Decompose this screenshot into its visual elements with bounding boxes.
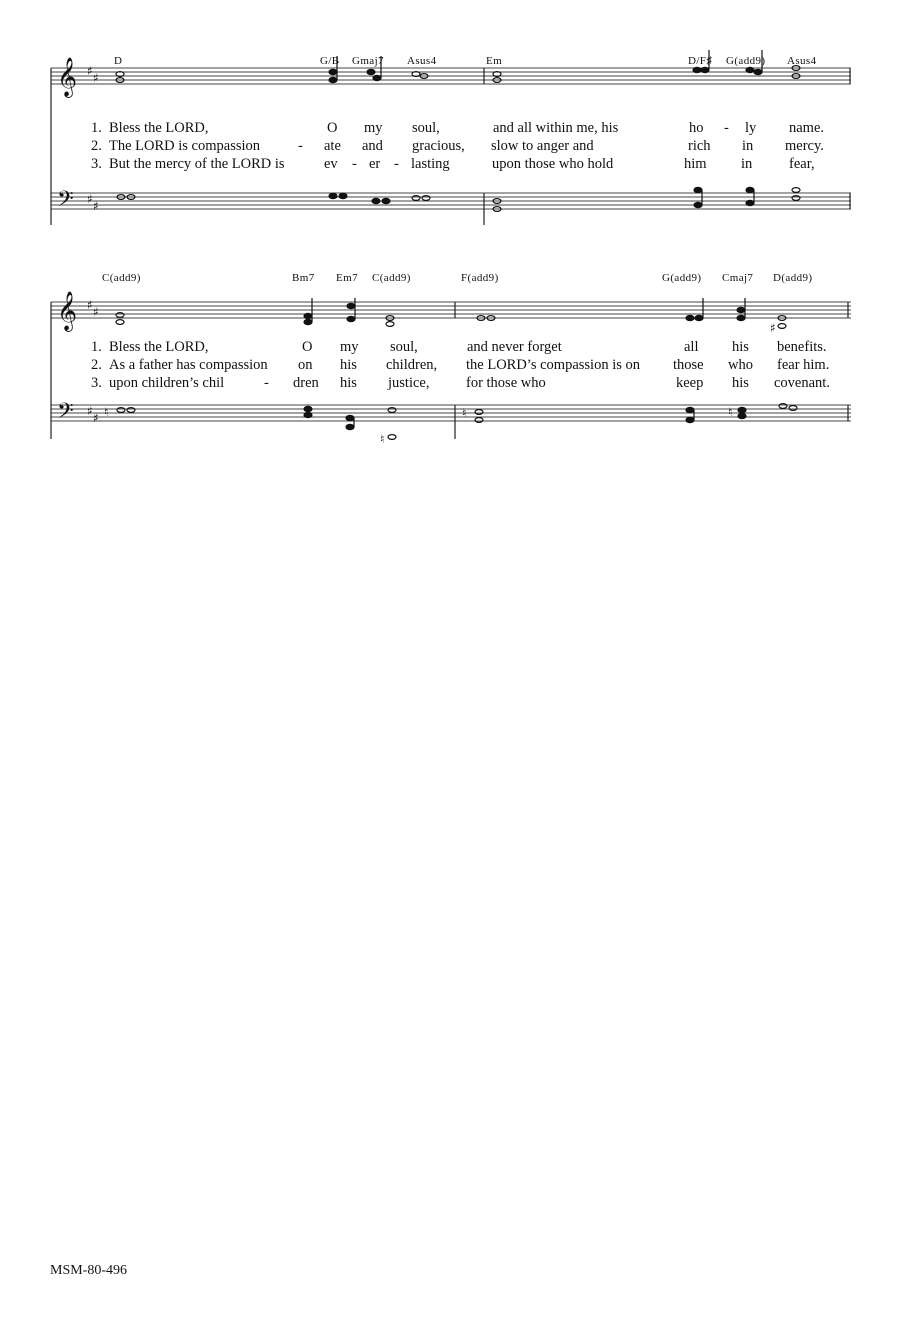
svg-text:♮: ♮	[728, 405, 733, 419]
lyric-syllable: As a father has compassion	[109, 357, 268, 373]
system2-treble-staff	[51, 302, 851, 318]
lyric-syllable: justice,	[388, 375, 430, 391]
lyric-syllable: him	[684, 156, 707, 172]
lyric-syllable: ev	[324, 156, 338, 172]
catalog-number: MSM-80-496	[50, 1263, 128, 1278]
lyric-syllable: ly	[745, 120, 757, 136]
lyric-syllable: slow to anger and	[491, 138, 594, 154]
verse-number: 1.	[91, 120, 102, 136]
lyric-syllable: in	[742, 138, 754, 154]
bass-clef-icon: 𝄢	[57, 187, 74, 217]
lyric-syllable: fear him.	[777, 357, 830, 373]
lyric-syllable: his	[340, 357, 357, 373]
chord-symbol: Gmaj7	[352, 55, 384, 67]
treble-clef-icon: 𝄞	[57, 57, 78, 97]
bass-clef-icon: 𝄢	[57, 399, 74, 429]
lyric-syllable: and all within me, his	[493, 120, 619, 136]
svg-text:♯: ♯	[93, 199, 99, 213]
note-chord	[412, 72, 428, 79]
chord-symbol: Bm7	[292, 272, 315, 284]
lyric-syllable: and	[362, 138, 383, 154]
lyric-syllable: and never forget	[467, 339, 562, 355]
lyric-syllable: in	[741, 156, 753, 172]
lyric-syllable: The LORD is compassion	[109, 138, 261, 154]
lyric-syllable: keep	[676, 375, 704, 391]
lyric-syllable: gracious,	[412, 138, 465, 154]
svg-text:♮: ♮	[380, 432, 385, 446]
lyric-syllable: ate	[324, 138, 341, 154]
lyric-hyphen: -	[394, 156, 399, 172]
lyric-syllable: soul,	[390, 339, 418, 355]
chord-symbol: Em7	[336, 272, 358, 284]
lyric-hyphen: -	[724, 120, 729, 136]
verse-number: 3.	[91, 156, 102, 172]
chord-symbol: D	[114, 55, 123, 67]
lyric-syllable: soul,	[412, 120, 440, 136]
key-signature-icon: ♯	[87, 64, 93, 78]
lyric-syllable: on	[298, 357, 313, 373]
key-signature-icon: ♯	[87, 192, 93, 206]
lyric-syllable: rich	[688, 138, 711, 154]
lyric-syllable: those	[673, 357, 704, 373]
lyric-syllable: his	[732, 375, 749, 391]
verse-number: 1.	[91, 339, 102, 355]
lyric-syllable: O	[302, 339, 313, 355]
lyric-syllable: name.	[789, 120, 825, 136]
system1-treble-staff	[51, 68, 851, 84]
verse-number: 2.	[91, 138, 102, 154]
lyric-syllable: But the mercy of the LORD is	[109, 156, 285, 172]
chord-symbol: D/F♯	[688, 55, 713, 67]
key-signature-icon: ♯	[87, 298, 93, 312]
note-chord	[116, 72, 124, 83]
chord-symbol: Cmaj7	[722, 272, 754, 284]
chord-symbol: Asus4	[787, 55, 817, 67]
lyric-syllable: children,	[386, 357, 438, 373]
key-signature-icon: ♯	[87, 404, 93, 418]
svg-text:♯: ♯	[93, 411, 99, 425]
lyric-syllable: his	[732, 339, 749, 355]
lyric-syllable: my	[364, 120, 383, 136]
chord-symbol: C(add9)	[372, 272, 411, 284]
lyric-syllable: ho	[689, 120, 704, 136]
lyric-syllable: benefits.	[777, 339, 827, 355]
lyric-syllable: O	[327, 120, 338, 136]
verse-number: 3.	[91, 375, 102, 391]
lyric-hyphen: -	[264, 375, 269, 391]
system1-bass-staff	[51, 193, 851, 209]
chord-symbol: Em	[486, 55, 503, 67]
svg-text:♯: ♯	[770, 321, 776, 335]
svg-text:♯: ♯	[93, 305, 99, 319]
lyric-syllable: all	[684, 339, 699, 355]
lyric-syllable: the LORD’s compassion is on	[466, 357, 640, 373]
lyric-syllable: fear,	[789, 156, 815, 172]
lyric-hyphen: -	[298, 138, 303, 154]
note-chord	[493, 72, 501, 83]
lyric-syllable: upon those who hold	[492, 156, 614, 172]
chord-symbol: Asus4	[407, 55, 437, 67]
lyric-hyphen: -	[352, 156, 357, 172]
lyric-syllable: mercy.	[785, 138, 824, 154]
chord-symbol: G/B	[320, 55, 340, 67]
lyric-syllable: for those who	[466, 375, 546, 391]
chord-symbol: D(add9)	[773, 272, 813, 284]
chord-symbol: G(add9)	[662, 272, 702, 284]
lyric-syllable: Bless the LORD,	[109, 120, 209, 136]
lyric-syllable: who	[728, 357, 753, 373]
lyric-syllable: his	[340, 375, 357, 391]
svg-text:♮: ♮	[462, 406, 467, 420]
lyric-syllable: lasting	[411, 156, 450, 172]
lyric-syllable: Bless the LORD,	[109, 339, 209, 355]
lyric-syllable: dren	[293, 375, 319, 391]
chord-symbol: F(add9)	[461, 272, 499, 284]
verse-number: 2.	[91, 357, 102, 373]
lyric-syllable: covenant.	[774, 375, 830, 391]
chord-symbol: C(add9)	[102, 272, 141, 284]
lyric-syllable: upon children’s chil	[109, 375, 225, 391]
chord-symbol: G(add9)	[726, 55, 766, 67]
treble-clef-icon: 𝄞	[57, 291, 78, 331]
svg-text:♮: ♮	[104, 405, 109, 419]
lyric-syllable: er	[369, 156, 381, 172]
svg-text:♯: ♯	[93, 71, 99, 85]
lyric-syllable: my	[340, 339, 359, 355]
